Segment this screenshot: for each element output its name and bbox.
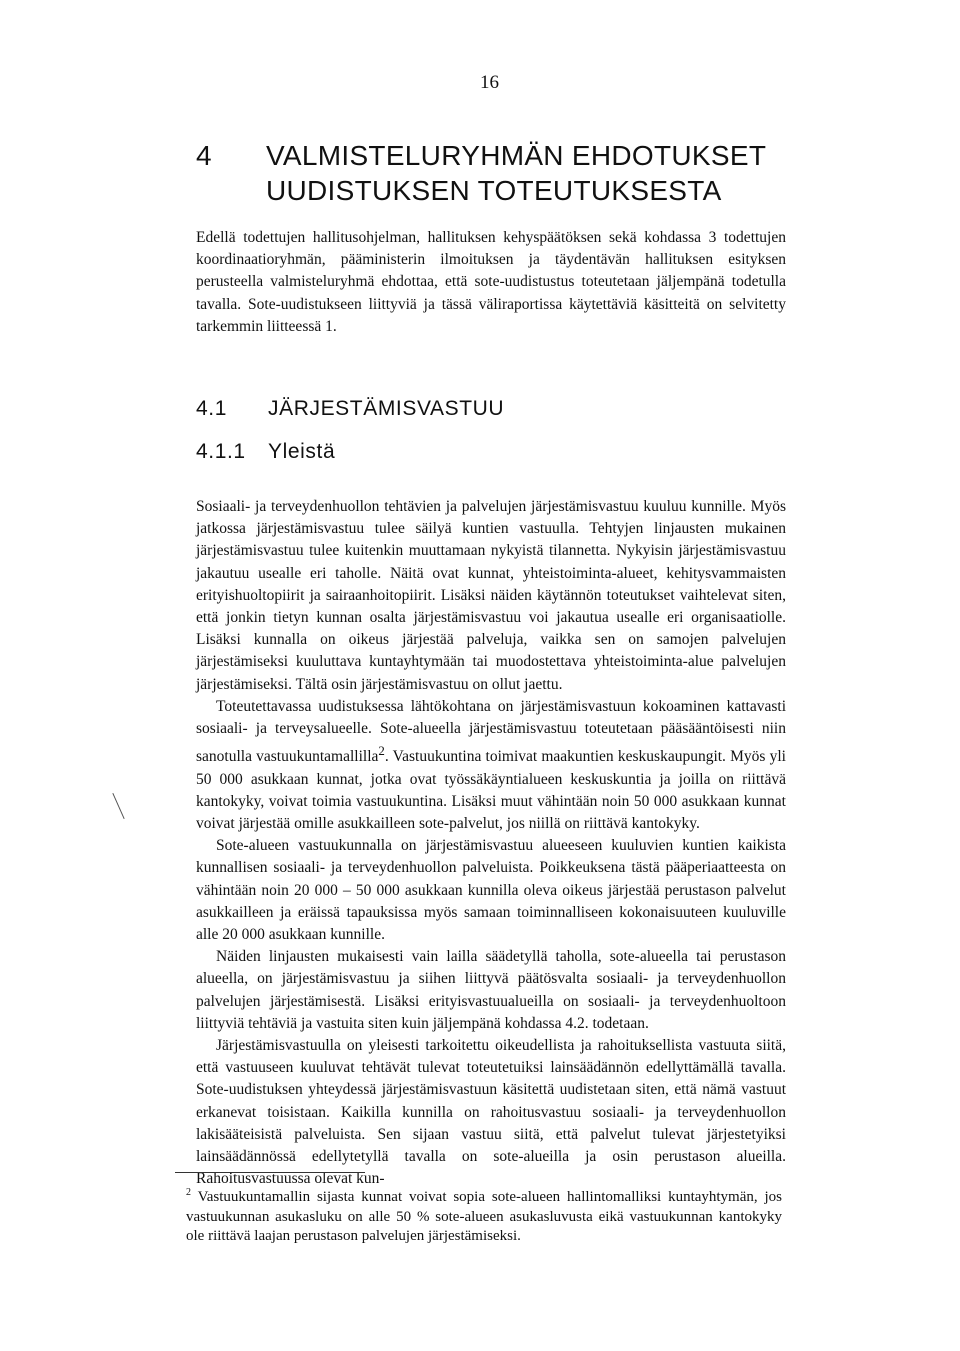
paragraph-2-tail: . Vastuukuntina toimivat maakuntien keskuskaupungit. Myös yli 50 000 asukkaan kunnat, jotka ovat työssäkäyntialueen keskuskuntia ja joilla on riittävä kantokyky, voivat toimia vastuukuntina. Lisäksi muut vähintään noin 50 000 asukkaan kunnat voivat järjestää omille asukkailleen sote-palvelut, jos niillä on riittävä kantokyky. [196, 748, 786, 832]
intro-paragraph: Edellä todettujen hallitusohjelman, hallituksen kehyspäätöksen sekä kohdassa 3 todettujen koordinaatioryhmän, pääministerin ilmoituksen ja täydentävän hallituksen esityksen perusteella valmisteluryhmä ehdottaa, että sote-uudistustus toteutetaan jäljempänä todetulla tavalla. Sote-uudistukseen liittyviä ja tässä väliraportissa käytettäviä käsitteitä on selvitetty tarkemmin liitteessä 1. [196, 229, 786, 335]
chapter-title [266, 138, 826, 208]
footnote [186, 1183, 782, 1247]
footnote-text: Vastuukuntamallin sijasta kunnat voivat sopia sote-alueen hallintomalliksi kuntayhtymän, jos vastuukunnan asukasluku on alle 50 % sote-alueen asukasluvusta eikä vastuukunnan kantokyky ole riittävä laajan perustason palvelujen järjestämiseksi. [186, 1189, 782, 1244]
chapter-title-line-2: UUDISTUKSEN TOTEUTUKSESTA [266, 175, 722, 206]
footnote-reference[interactable]: 2 [378, 743, 385, 759]
paragraph-5: Järjestämisvastuulla on yleisesti tarkoitettu oikeudellista ja rahoituksellista vastuuta siitä, että vastuuseen kuuluvat tehtävät tulevat toteutetuiksi lainsäädännön edellyttämällä tavalla. Sote-uudistuksen yhteydessä järjestämisvastuun käsitettä uudistetaan siten, että nämä vastuut erkanevat toisistaan. Kaikilla kunnilla on rahoitusvastuu sosiaali- ja terveydenhuollon lakisääteisistä palveluista. Sen sijaan vastuu siitä, että palvelut tulevat järjestetyiksi lainsäädännössä edellytetyllä tavalla on sote-alueilla ja osin perustason alueilla. Rahoitusvastuussa olevat kun- [196, 1037, 786, 1188]
page-number: 16 [480, 72, 499, 93]
chapter-number: 4 [196, 140, 212, 171]
subsection-title: Yleistä [268, 440, 336, 463]
paragraph-2 [196, 696, 786, 835]
paragraph-1: Sosiaali- ja terveydenhuollon tehtävien ja palvelujen järjestämisvastuu kuuluu kunnille. Myös jatkossa järjestämisvastuu tulee säilyä kuntien vastuulla. Tehtyjen linjausten mukainen järjestämisvastuu tulee kuitenkin muuttamaan nykyistä tilannetta. Nykyisin järjestämisvastuu jakautuu usealle eri taholle. Näitä ovat kunnat, yhteistoiminta-alueet, kehitysvammaisten erityishuoltopiirit ja sairaanhoitopiirit. Lisäksi näiden käytännön toteutukset vaihtelevat siten, että jonkin tietyn kunnan osalta järjestämisvastuu voi jakautua usealle eri organisaatiolle. Lisäksi kunnalla on oikeus järjestää palveluja, vaikka sen on samojen palvelujen järjestämiseksi kuuluttava kuntayhtymään tai muodostettava yhteistoiminta-alue palvelujen järjestämiseksi. Tältä osin järjestämisvastuu on ollut jaettu. [196, 498, 786, 693]
paragraph-4: Näiden linjausten mukaisesti vain laillа säädetyllä taholla, sote-alueella tai perustason alueella, on järjestämisvastuu ja siihen liittyvä päätösvalta sosiaali- ja terveydenhuollon palvelujen järjestämisestä. Lisäksi erityisvastuualueilla on sosiaali- ja terveydenhuoltoon liittyviä tehtäviä ja vastuita siten kuin jäljempänä kohdassa 4.2. todetaan. [196, 948, 786, 1032]
intro-text [196, 227, 786, 338]
section-number: 4.1 [196, 397, 227, 420]
scan-mark [112, 793, 124, 819]
chapter-title-line-1: VALMISTELURYHMÄN EHDOTUKSET [266, 140, 767, 171]
main-text [196, 496, 786, 1190]
subsection-number: 4.1.1 [196, 440, 246, 463]
paragraph-2-text: Toteutettavassa uudistuksessa lähtökohtana on järjestämisvastuun kokoaminen kattavasti sosiaali- ja terveysalueelle. Sote-alueella järjestämisvastuu toteutetaan pääsääntöisesti niin sanotulla vastuukuntamallilla [196, 697, 786, 766]
footnote-marker: 2 [186, 1187, 191, 1198]
paragraph-3: Sote-alueen vastuukunnalla on järjestämisvastuu alueeseen kuuluvien kuntien kaikista kunnallisen sosiaali- ja terveydenhuollon palveluista. Poikkeuksena tästä pääperiaatteesta on vähintään noin 20 000 – 50 000 asukkaan kunnilla oleva oikeus järjestää perustason palvelut asukkailleen ja eräissä tapauksissa myös samaan toiminnalliseen kokonaisuuteen kuuluville alle 20 000 asukkaan kunnille. [196, 837, 786, 944]
section-title: JÄRJESTÄMISVASTUU [268, 397, 505, 420]
footnote-divider [175, 1172, 365, 1173]
